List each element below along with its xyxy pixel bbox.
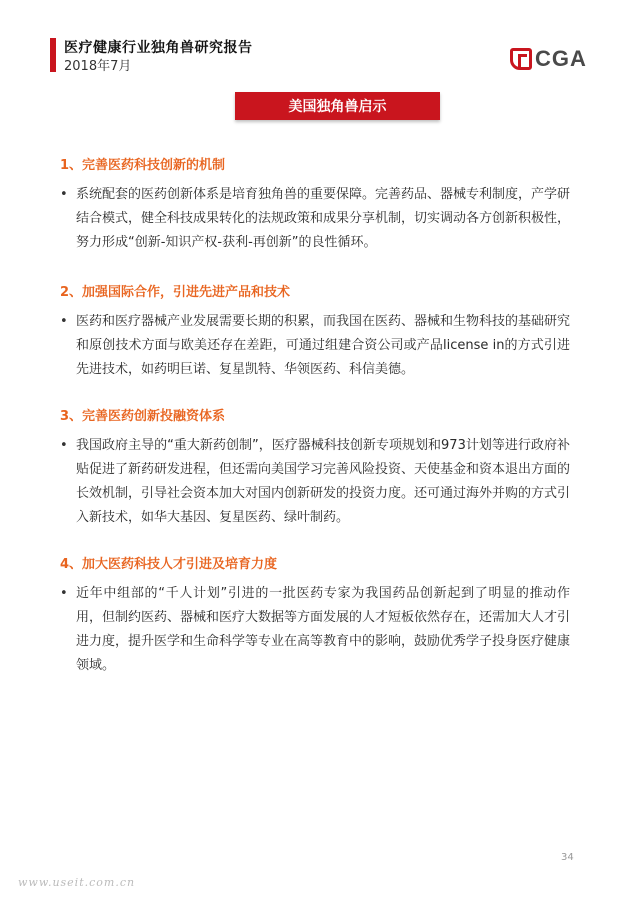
bullet-text: 近年中组部的“千人计划”引进的一批医药专家为我国药品创新起到了明显的推动作用，但制约医药、器械和医疗大数据等方面发展的人才短板依然存在，还需加大人才引进力度，提升医学和生命科学等专业在高等教育中的影响，鼓励优秀学子投身医疗健康领域。 (76, 586, 571, 673)
section-4 (60, 553, 570, 678)
bullet-icon: • (60, 586, 68, 601)
bullet-text: 医药和医疗器械产业发展需要长期的积累，而我国在医药、器械和生物科技的基础研究和原创技术方面与欧美还存在差距，可通过组建合资公司或产品license in的方式引进先进技术，如药明巨诺、复星凯特、华领医药、科信美德。 (76, 314, 571, 377)
cga-logo-text: CGA (535, 46, 587, 71)
cga-logo-icon (510, 48, 532, 70)
section-1 (60, 154, 570, 255)
bullet-text: 系统配套的医药创新体系是培育独角兽的重要保障。完善药品、器械专利制度，产学研结合模式，健全科技成果转化的法规政策和成果分享机制，切实调动各方创新积极性，努力形成“创新-知识产权-获利-再创新”的良性循环。 (76, 187, 571, 250)
bullet-item (60, 582, 570, 678)
section-heading: 4、加大医药科技人才引进及培育力度 (60, 557, 278, 572)
bullet-icon: • (60, 438, 68, 453)
bullet-item (60, 183, 570, 255)
bullet-text: 我国政府主导的“重大新药创制”，医疗器械科技创新专项规划和973计划等进行政府补贴促进了新药研发进程，但还需向美国学习完善风险投资、天使基金和资本退出方面的长效机制，引导社会资本加大对国内创新研发的投资力度。还可通过海外并购的方式引入新技术，如华大基因、复星医药、绿叶制药。 (76, 438, 571, 525)
bullet-icon: • (60, 187, 68, 202)
watermark: www.useit.com.cn (18, 876, 136, 889)
page-number: 34 (561, 852, 574, 863)
header-accent-bar (50, 38, 56, 72)
bullet-item (60, 310, 570, 382)
report-title: 医疗健康行业独角兽研究报告 (64, 40, 253, 56)
section-3 (60, 405, 570, 530)
section-heading: 1、完善医药科技创新的机制 (60, 158, 226, 173)
bullet-item (60, 434, 570, 530)
section-banner: 美国独角兽启示 (235, 92, 440, 120)
bullet-icon: • (60, 314, 68, 329)
cga-logo (510, 46, 587, 72)
section-2 (60, 281, 570, 382)
section-heading: 3、完善医药创新投融资体系 (60, 409, 226, 424)
report-date: 2018年7月 (64, 59, 132, 74)
section-heading: 2、加强国际合作，引进先进产品和技术 (60, 285, 291, 300)
